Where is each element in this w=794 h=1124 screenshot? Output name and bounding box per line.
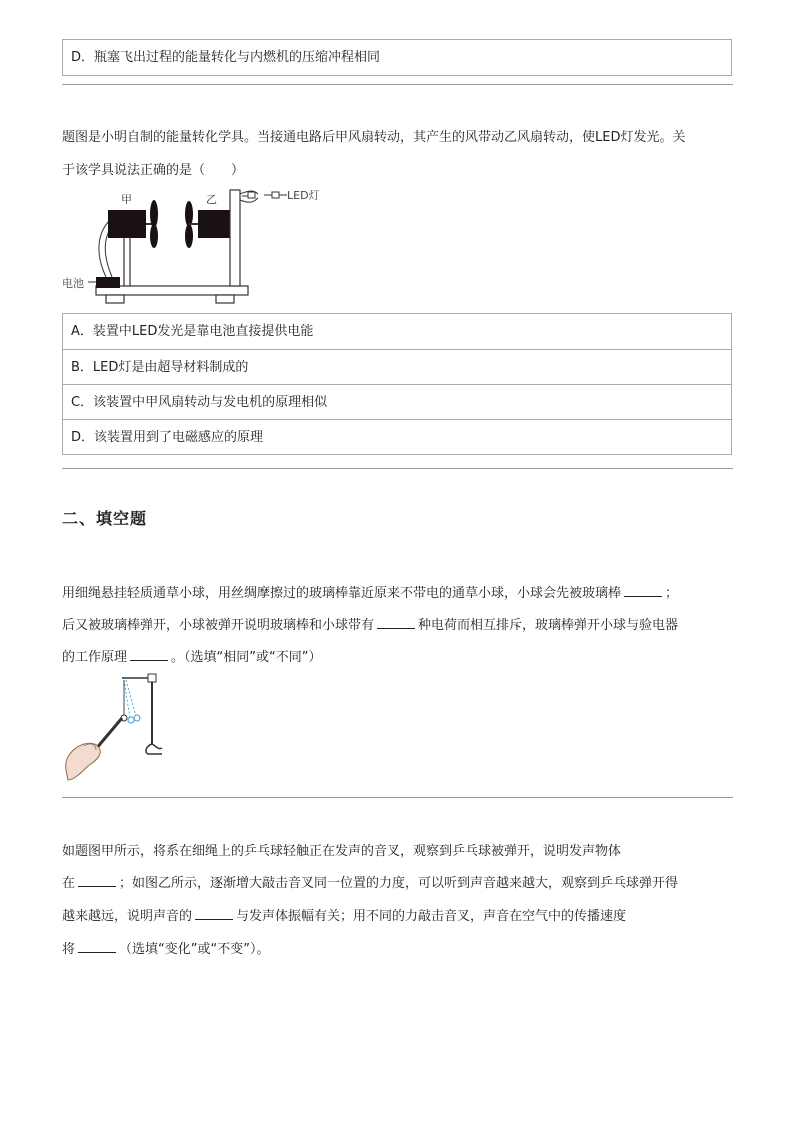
text: ；如图乙所示，逐渐增大敲击音叉同一位置的力度，可以听到声音越来越大，观察到乒乓球弹开得 [119,876,679,891]
option-d[interactable]: D．该装置用到了电磁感应的原理 [63,419,731,454]
led-lamp [272,192,279,198]
question-line [62,646,734,665]
stand-clamp [148,674,156,682]
divider [62,84,733,85]
answer-blank[interactable] [78,875,116,887]
led-label: LED灯 [287,189,320,202]
question-line [62,938,734,957]
fan-question-options [62,313,732,455]
fan-blade-yi [185,224,193,248]
base-foot [216,295,234,303]
fan-apparatus-figure [58,186,338,314]
text: （选填“变化”或“不变”）。 [119,942,270,957]
text: 与发声体振幅有关；用不同的力敲击音叉，声音在空气中的传播速度 [236,909,627,924]
motor-jia [108,210,146,238]
answer-blank[interactable] [624,585,662,597]
text: ； [665,586,679,601]
text: 种电荷而相互排斥，玻璃棒弹开小球与验电器 [418,618,679,633]
text: 的工作原理 [62,650,128,665]
text: 用细绳悬挂轻质通草小球，用丝绸摩擦过的玻璃棒靠近原来不带电的通草小球，小球会先被玻璃棒 [62,586,622,601]
label-jia: 甲 [121,193,132,206]
fan-blade-jia [150,224,158,248]
generator-yi [198,210,230,238]
stand-post [124,234,130,286]
answer-blank[interactable] [377,617,415,629]
thread [124,680,130,718]
battery-label: 电池 [62,277,84,290]
answer-blank[interactable] [130,649,168,661]
question-line [62,905,734,924]
section-title: 二、填空题 [62,509,148,528]
option-d[interactable]: D．瓶塞飞出过程的能量转化与内燃机的压缩冲程相同 [71,50,381,65]
pith-ball [128,717,134,723]
text: 将 [62,942,76,957]
pith-ball [134,715,140,721]
option-a[interactable]: A．装置中LED发光是靠电池直接提供电能 [71,324,314,339]
question-stem-line: 题图是小明自制的能量转化学具。当接通电路后甲风扇转动，其产生的风带动乙风扇转动，使LED灯发光。关 [62,130,686,145]
question-line [62,614,734,633]
answer-blank[interactable] [195,908,233,920]
base-foot [106,295,124,303]
option-b[interactable]: B．LED灯是由超导材料制成的 [63,349,731,384]
text: 越来越远，说明声音的 [62,909,193,924]
question-line: 如题图甲所示，将系在细绳上的乒乓球轻触正在发声的音叉，观察到乒乓球被弹开，说明发声物体 [62,844,622,859]
led-lamp [248,192,255,198]
wire [240,198,258,202]
battery [96,277,120,288]
prev-question-options [62,39,732,76]
hand [66,743,101,780]
option-c[interactable]: C．该装置中甲风扇转动与发电机的原理相似 [63,384,731,419]
label-yi: 乙 [206,193,217,206]
thread [126,680,136,716]
answer-blank[interactable] [78,941,116,953]
question-line [62,582,734,601]
divider [62,468,733,469]
stand-post [230,190,240,286]
stand-base [146,744,162,754]
divider [62,797,733,798]
question-stem-line: 于该学具说法正确的是（ ） [62,163,245,178]
text: 。（选填“相同”或“不同”） [171,650,322,665]
fan-blade-jia [150,200,158,228]
glass-rod-figure [60,672,170,784]
text: 在 [62,876,76,891]
question-line [62,872,734,891]
text: 后又被玻璃棒弹开，小球被弹开说明玻璃棒和小球带有 [62,618,375,633]
